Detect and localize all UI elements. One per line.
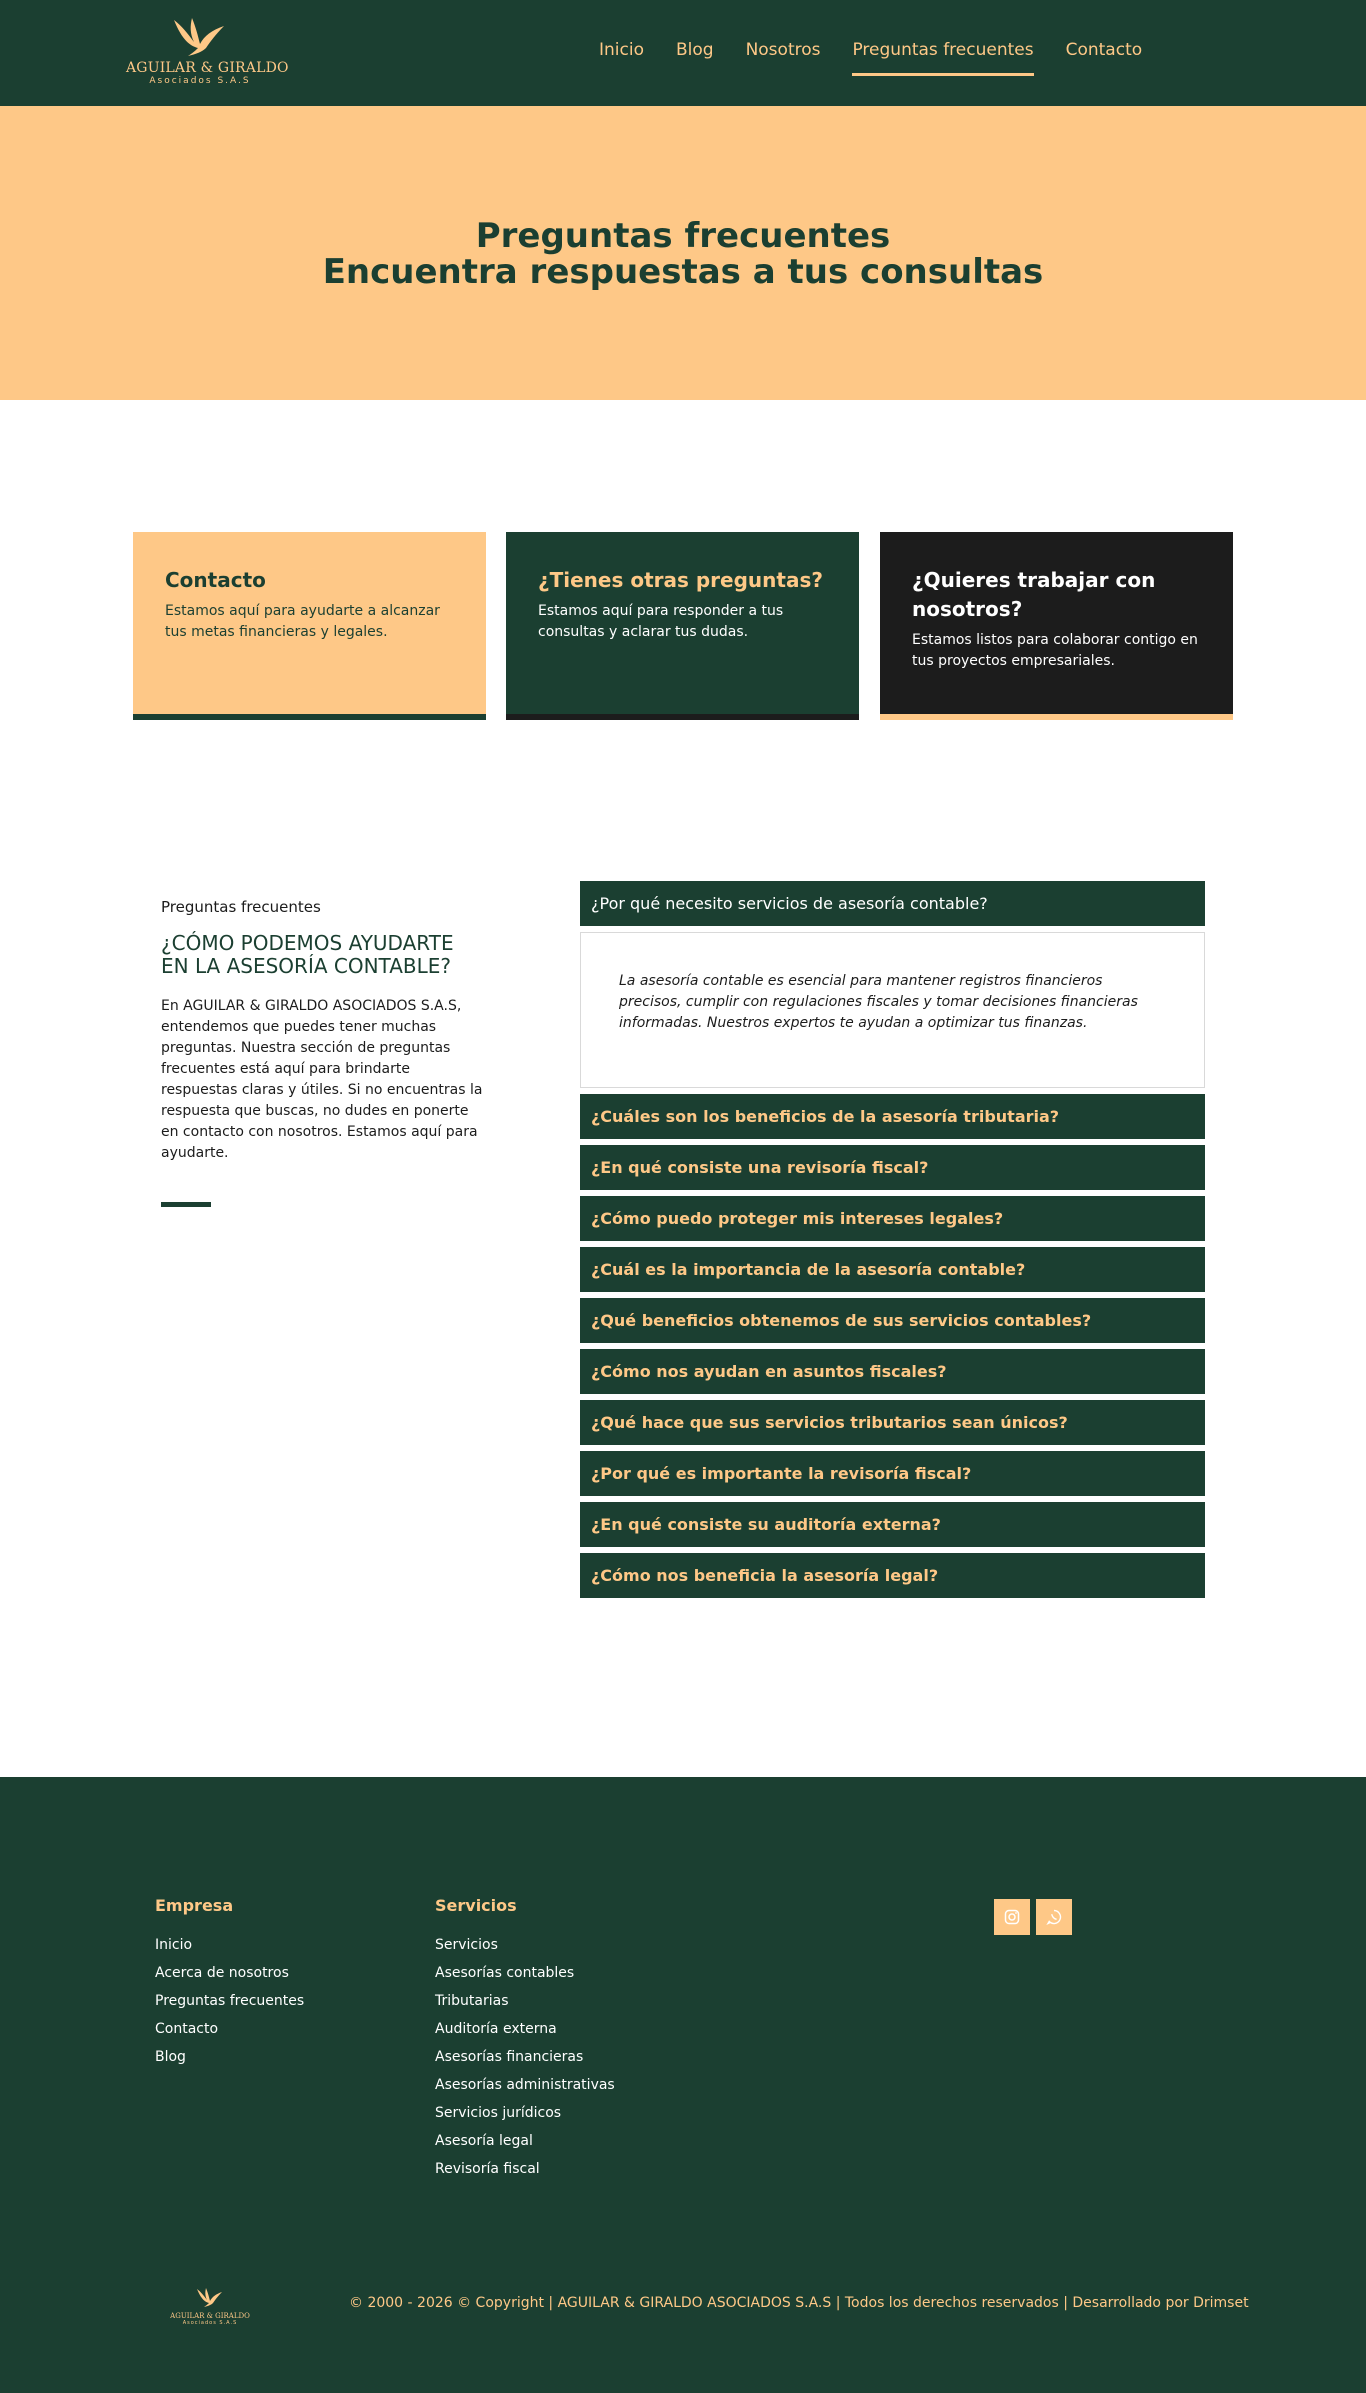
nav-item-inicio[interactable]: Inicio	[599, 40, 644, 60]
card-otras-preguntas[interactable]	[506, 532, 859, 720]
footer-link-asesorias-contables[interactable]: Asesorías contables	[435, 1965, 575, 1981]
faq-question[interactable]: ¿Cómo nos beneficia la asesoría legal?	[580, 1553, 1205, 1598]
footer-link-contacto[interactable]: Contacto	[155, 2021, 219, 2037]
faq-question[interactable]: ¿En qué consiste una revisoría fiscal?	[580, 1145, 1205, 1190]
card-title: ¿Quieres trabajar con nosotros?	[912, 568, 1156, 621]
faq-question[interactable]: ¿Cuáles son los beneficios de la asesoría tributaria?	[580, 1094, 1205, 1139]
footer-link-blog[interactable]: Blog	[155, 2049, 186, 2065]
eagle-logo-icon	[194, 2287, 226, 2308]
info-cards	[0, 400, 1366, 880]
faq-section	[0, 880, 1366, 1777]
faq-description: En AGUILAR & GIRALDO ASOCIADOS S.A.S, entendemos que puedes tener muchas preguntas. Nuestra sección de preguntas frecuentes está aquí para brindarte respuestas claras y útiles. Si no encuentras la respuesta que buscas, no dudes en ponerte en contacto con nosotros. Estamos aquí para ayudarte.	[161, 998, 483, 1161]
faq-question[interactable]: ¿Cómo nos ayudan en asuntos fiscales?	[580, 1349, 1205, 1394]
hero-title-line-2: Encuentra respuestas a tus consultas	[322, 252, 1044, 292]
nav-item-preguntas-frecuentes[interactable]: Preguntas frecuentes	[852, 40, 1033, 76]
site-footer	[0, 1777, 1366, 2393]
faq-question[interactable]: ¿Qué beneficios obtenemos de sus servicios contables?	[580, 1298, 1205, 1343]
instagram-button[interactable]	[994, 1899, 1030, 1935]
footer-column-title: Empresa	[155, 1896, 234, 1915]
eagle-logo-icon	[168, 16, 232, 58]
footer-link-inicio[interactable]: Inicio	[155, 1937, 193, 1953]
nav-item-blog[interactable]: Blog	[675, 40, 714, 60]
card-text: Estamos aquí para responder a tus consultas y aclarar tus dudas.	[538, 603, 784, 640]
faq-question[interactable]: ¿Cuál es la importancia de la asesoría contable?	[580, 1247, 1205, 1292]
instagram-icon	[1004, 1909, 1020, 1925]
footer-link-auditoria-externa[interactable]: Auditoría externa	[435, 2021, 557, 2037]
brand-name: AGUILAR & GIRALDO	[126, 60, 289, 76]
footer-brand-subtitle: Asociados S.A.S	[182, 2320, 238, 2326]
hero-banner	[0, 106, 1366, 400]
footer-brand-name: AGUILAR & GIRALDO	[170, 2312, 250, 2320]
card-contacto[interactable]	[133, 532, 486, 720]
faq-eyebrow: Preguntas frecuentes	[161, 898, 321, 916]
footer-link-tributarias[interactable]: Tributarias	[435, 1993, 509, 2009]
footer-column-title: Servicios	[435, 1896, 517, 1915]
brand-logo[interactable]	[126, 16, 289, 86]
card-trabajar-con-nosotros[interactable]	[880, 532, 1233, 720]
site-header	[0, 0, 1366, 106]
footer-link-preguntas[interactable]: Preguntas frecuentes	[155, 1993, 305, 2009]
footer-column-servicios	[435, 1896, 615, 2183]
whatsapp-icon	[1046, 1909, 1062, 1925]
footer-link-asesoria-legal[interactable]: Asesoría legal	[435, 2133, 533, 2149]
hero-title	[0, 218, 1366, 290]
social-links	[994, 1899, 1078, 1935]
faq-question[interactable]: ¿Por qué es importante la revisoría fiscal?	[580, 1451, 1205, 1496]
footer-link-servicios-juridicos[interactable]: Servicios jurídicos	[435, 2105, 562, 2121]
card-title: ¿Tienes otras preguntas?	[538, 568, 823, 592]
nav-item-nosotros[interactable]: Nosotros	[745, 40, 821, 60]
hero-title-line-1: Preguntas frecuentes	[475, 216, 891, 256]
footer-link-asesorias-financieras[interactable]: Asesorías financieras	[435, 2049, 584, 2065]
footer-link-revisoria-fiscal[interactable]: Revisoría fiscal	[435, 2161, 540, 2177]
faq-answer: La asesoría contable es esencial para mantener registros financieros precisos, cumplir con regulaciones fiscales y tomar decisiones financieras informadas. Nuestros expertos te ayudan a optimizar tus finanzas.	[580, 932, 1205, 1088]
footer-link-acerca[interactable]: Acerca de nosotros	[155, 1965, 289, 1981]
faq-question[interactable]: ¿Qué hace que sus servicios tributarios sean únicos?	[580, 1400, 1205, 1445]
faq-intro	[161, 898, 486, 1207]
brand-subtitle: Asociados S.A.S	[149, 76, 251, 86]
faq-divider	[161, 1202, 211, 1207]
card-text: Estamos aquí para ayudarte a alcanzar tus metas financieras y legales.	[165, 603, 440, 640]
copyright-text: © 2000 - 2026 © Copyright | AGUILAR & GIRALDO ASOCIADOS S.A.S | Todos los derechos reservados | Desarrollado por Drimset	[349, 2295, 1249, 2311]
faq-title: ¿CÓMO PODEMOS AYUDARTE EN LA ASESORÍA CONTABLE?	[161, 931, 454, 978]
faq-question-open[interactable]: ¿Por qué necesito servicios de asesoría contable?	[580, 881, 1205, 926]
faq-question[interactable]: ¿Cómo puedo proteger mis intereses legales?	[580, 1196, 1205, 1241]
nav-item-contacto[interactable]: Contacto	[1065, 40, 1143, 60]
main-nav	[599, 40, 1174, 76]
footer-logo[interactable]	[170, 2287, 250, 2326]
faq-question[interactable]: ¿En qué consiste su auditoría externa?	[580, 1502, 1205, 1547]
footer-link-asesorias-administrativas[interactable]: Asesorías administrativas	[435, 2077, 615, 2093]
footer-link-servicios[interactable]: Servicios	[435, 1937, 498, 1953]
faq-accordion	[580, 881, 1205, 1604]
card-text: Estamos listos para colaborar contigo en tus proyectos empresariales.	[912, 632, 1198, 669]
footer-column-empresa	[155, 1896, 304, 2071]
card-title: Contacto	[165, 568, 266, 592]
whatsapp-button[interactable]	[1036, 1899, 1072, 1935]
